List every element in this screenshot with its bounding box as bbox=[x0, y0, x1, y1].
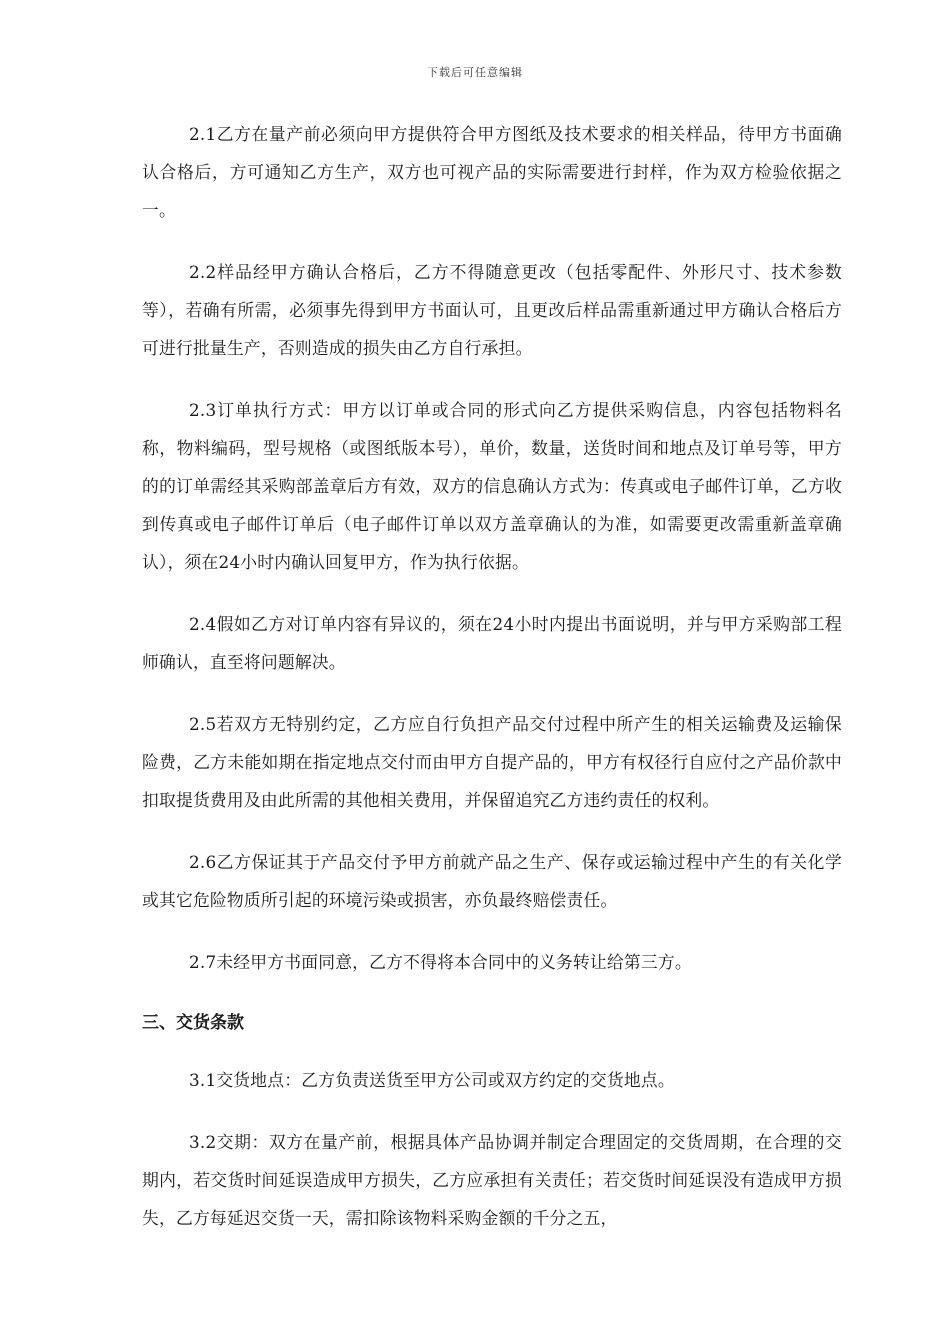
clause-2-1: 2.1乙方在量产前必须向甲方提供符合甲方图纸及技术要求的相关样品，待甲方书面确认合格后，方可通知乙方生产，双方也可视产品的实际需要进行封样，作为双方检验依据之一。 bbox=[142, 124, 842, 220]
clause-2-4: 2.4假如乙方对订单内容有异议的，须在24小时内提出书面说明，并与甲方采购部工程师确认，直至将问题解决。 bbox=[142, 614, 842, 672]
document-body bbox=[142, 115, 842, 1261]
clause-2-3: 2.3订单执行方式：甲方以订单或合同的形式向乙方提供采购信息，内容包括物料名称，物料编码，型号规格（或图纸版本号），单价，数量，送货时间和地点及订单号等，甲方的的订单需经其采购部盖章后方有效，双方的信息确认方式为：传真或电子邮件订单，乙方收到传真或电子邮件订单后（电子邮件订单以双方盖章确认的为准，如需要更改需重新盖章确认），须在24小时内确认回复甲方，作为执行依据。 bbox=[142, 400, 842, 572]
clause-3-2: 3.2交期：双方在量产前，根据具体产品协调并制定合理固定的交货周期，在合理的交期内，若交货时间延误造成甲方损失，乙方应承担有关责任；若交货时间延误没有造成甲方损失，乙方每延迟交货一天，需扣除该物料采购金额的千分之五， bbox=[142, 1132, 842, 1228]
clause-2-2: 2.2样品经甲方确认合格后，乙方不得随意更改（包括零配件、外形尺寸、技术参数等），若确有所需，必须事先得到甲方书面认可，且更改后样品需重新通过甲方确认合格后方可进行批量生产，否则造成的损失由乙方自行承担。 bbox=[142, 262, 842, 358]
clause-3-1: 3.1交货地点：乙方负责送货至甲方公司或双方约定的交货地点。 bbox=[189, 1070, 675, 1090]
page-header: 下载后可任意编辑 bbox=[427, 66, 523, 79]
clause-2-5: 2.5若双方无特别约定，乙方应自行负担产品交付过程中所产生的相关运输费及运输保险费，乙方未能如期在指定地点交付而由甲方自提产品的，甲方有权径行自应付之产品价款中扣取提货费用及由此所需的其他相关费用，并保留追究乙方违约责任的权利。 bbox=[142, 714, 842, 810]
clause-2-7: 2.7未经甲方书面同意，乙方不得将本合同中的义务转让给第三方。 bbox=[189, 952, 692, 972]
section-3-title: 三、交货条款 bbox=[142, 1013, 244, 1033]
clause-2-6: 2.6乙方保证其于产品交付予甲方前就产品之生产、保存或运输过程中产生的有关化学或其它危险物质所引起的环境污染或损害，亦负最终赔偿责任。 bbox=[142, 852, 842, 910]
